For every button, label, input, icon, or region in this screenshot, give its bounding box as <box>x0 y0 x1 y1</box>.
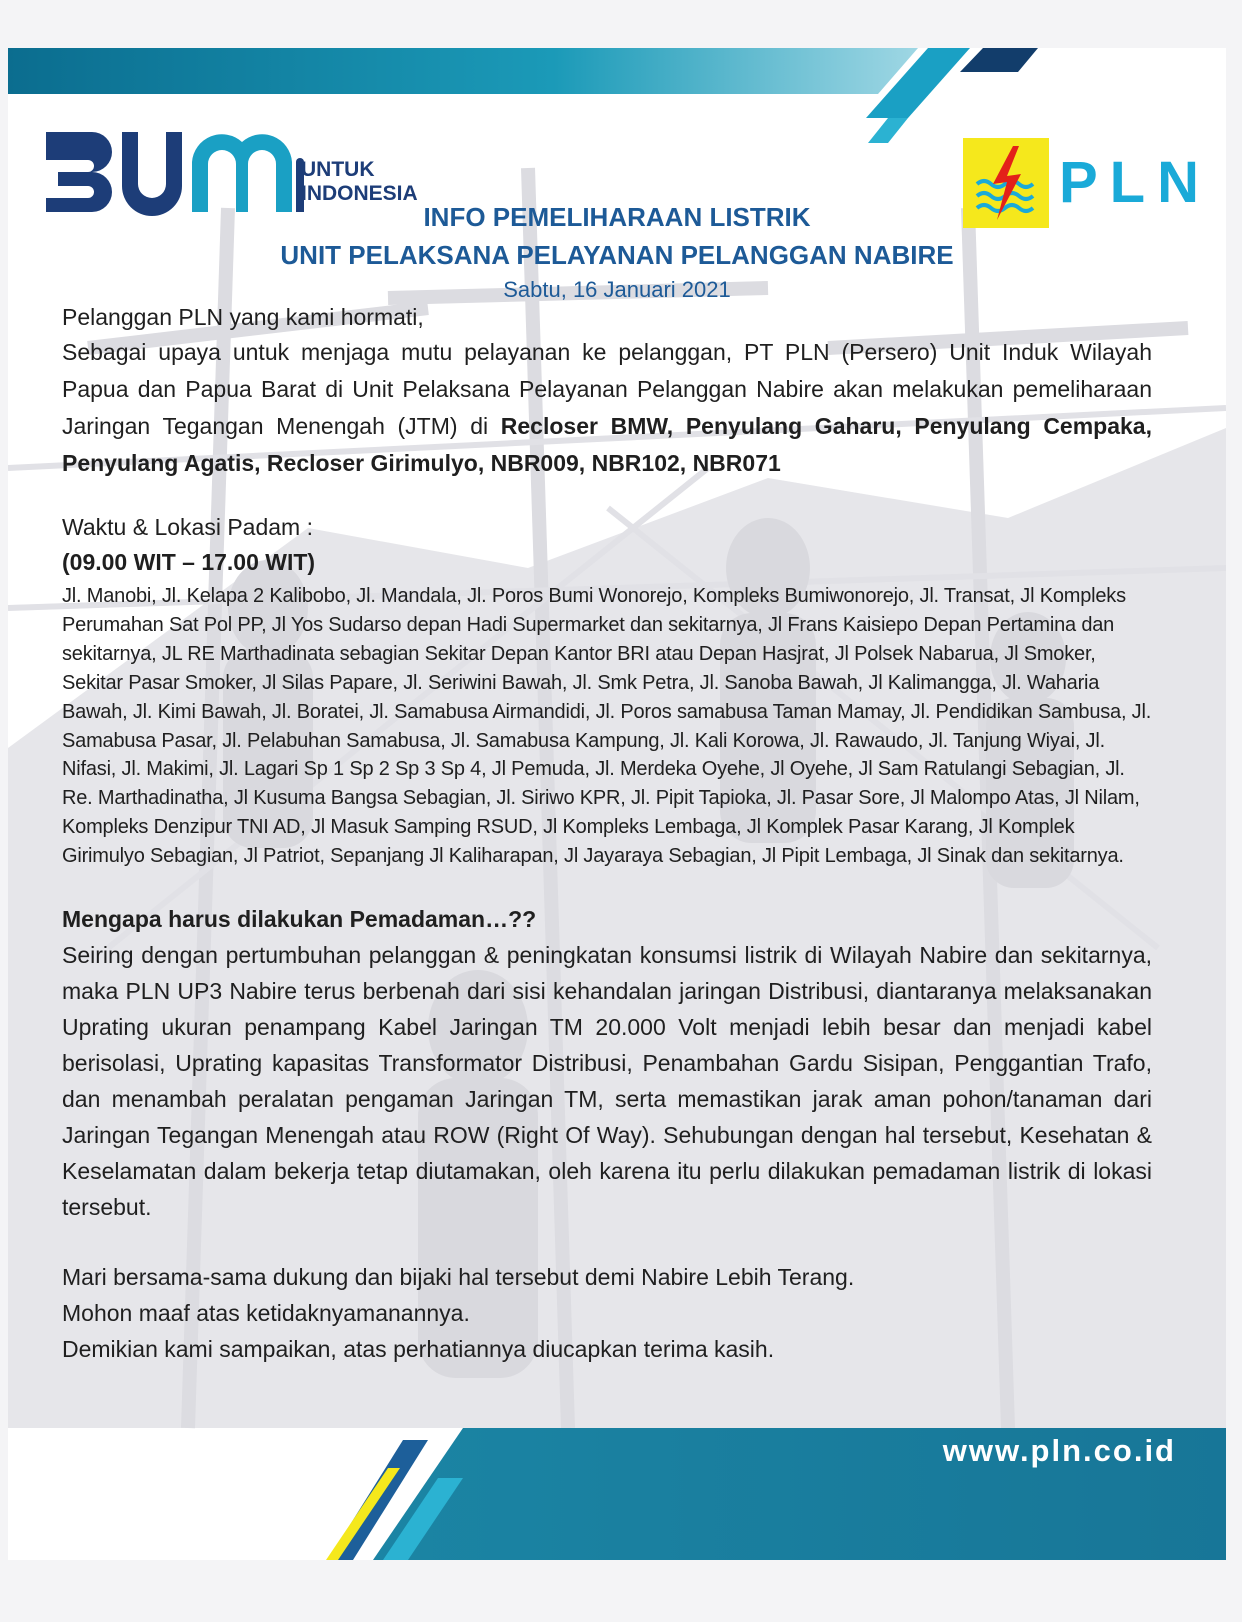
outage-locations: Jl. Manobi, Jl. Kelapa 2 Kalibobo, Jl. Mandala, Jl. Poros Bumi Wonorejo, Kompleks Bumiwonorejo, Jl. Transat, Jl Kompleks Perumahan Sat Pol PP, Jl Yos Sudarso depan Hadi Supermarket dan sekitarnya, Jl Frans Kaisiepo Depan Pertamina dan sekitarnya, JL RE Marthadinata sebagian Sekitar Depan Kantor BRI atau Depan Hasjrat, Jl Polsek Nabarua, Jl Smoker, Sekitar Pasar Smoker, Jl Silas Papare, Jl. Seriwini Bawah, Jl. Smk Petra, Jl. Sanoba Bawah, Jl Kalimangga, Jl. Waharia Bawah, Jl. Kimi Bawah, Jl. Boratei, Jl. Samabusa Airmandidi, Jl. Poros samabusa Taman Mamay, Jl. Pendidikan Sambusa, Jl. Samabusa Pasar, Jl. Pelabuhan Samabusa, Jl. Samabusa Kampung, Jl. Kali Korowa, Jl. Rawaudo, Jl. Tanjung Wiyai, Jl. Nifasi, Jl. Makimi, Jl. Lagari Sp 1 Sp 2 Sp 3 Sp 4, Jl Pemuda, Jl. Merdeka Oyehe, Jl Oyehe, Jl Sam Ratulangi Sebagian, Jl. Re. Marthadinatha, Jl Kusuma Bangsa Sebagian, Jl. Siriwo KPR, Jl. Pipit Tapioka, Jl. Pasar Sore, Jl Malompo Atas, Jl Nilam, Kompleks Denzipur TNI AD, Jl Masuk Samping RSUD, Jl Kompleks Lembaga, Jl Komplek Pasar Karang, Jl Komplek Girimulyo Sebagian, Jl Patriot, Sepanjang Jl Kaliharapan, Jl Jayaraya Sebagian, Jl Pipit Lembaga, Jl Sinak dan sekitarnya. <box>62 585 1152 868</box>
why-heading: Mengapa harus dilakukan Pemadaman…?? <box>62 906 537 933</box>
why-paragraph: Seiring dengan pertumbuhan pelanggan & peningkatan konsumsi listrik di Wilayah Nabire dan sekitarnya, maka PLN UP3 Nabire terus berbenah dari sisi kehandalan jaringan Distribusi, diantaranya melaksanakan Uprating ukuran penampang Kabel Jaringan TM 20.000 Volt menjadi lebih besar dan menjadi kabel berisolasi, Uprating kapasitas Transformator Distribusi, Penambahan Gardu Sisipan, Penggantian Trafo, dan menambah peralatan pengaman Jaringan TM, serta memastikan jarak aman pohon/tanaman dari Jaringan Tegangan Menengah atau ROW (Right Of Way). Sehubungan dengan hal tersebut, Kesehatan & Keselamatan dalam bekerja tetap diutamakan, oleh karena itu perlu dilakukan pemadaman listrik di lokasi tersebut. <box>62 942 1152 1221</box>
outage-time-range: (09.00 WIT – 17.00 WIT) <box>62 549 316 575</box>
pln-wordmark: PLN <box>1059 150 1211 215</box>
website-link[interactable]: www.pln.co.id <box>942 1433 1176 1468</box>
page-subtitle: UNIT PELAKSANA PELAYANAN PELANGGAN NABIRE <box>280 240 954 270</box>
closing-line-3: Demikian kami sampaikan, atas perhatiannya diucapkan terima kasih. <box>62 1336 775 1363</box>
bumn-tagline-line-1: UNTUK <box>301 158 375 181</box>
time-location-heading: Waktu & Lokasi Padam : <box>62 514 313 540</box>
announcement-date: Sabtu, 16 Januari 2021 <box>503 277 731 302</box>
announcement-body <box>62 300 1152 1367</box>
closing-line-1: Mari bersama-sama dukung dan bijaki hal tersebut demi Nabire Lebih Terang. <box>62 1264 855 1291</box>
title-block <box>8 198 1226 306</box>
bumn-tagline-line-2: INDONESIA <box>301 182 418 205</box>
closing-remarks <box>62 1259 1152 1367</box>
announcement-poster <box>8 48 1226 1560</box>
greeting: Pelanggan PLN yang kami hormati, <box>62 304 424 330</box>
maintenance-feeders: Recloser BMW, Penyulang Gaharu, Penyulang Cempaka, Penyulang Agatis, Recloser Girimulyo, NBR009, NBR102, NBR071 <box>62 413 1152 476</box>
page-title: INFO PEMELIHARAAN LISTRIK <box>423 202 811 232</box>
closing-line-2: Mohon maaf atas ketidaknyamanannya. <box>62 1300 470 1327</box>
intro-text: Sebagai upaya untuk menjaga mutu pelayanan ke pelanggan, PT PLN (Persero) Unit Induk Wilayah Papua dan Papua Barat di Unit Pelaksana Pelayanan Pelanggan Nabire akan melakukan pemeliharaan Jaringan Tegangan Menengah (JTM) di <box>62 339 1152 439</box>
intro-paragraph <box>62 334 1152 482</box>
